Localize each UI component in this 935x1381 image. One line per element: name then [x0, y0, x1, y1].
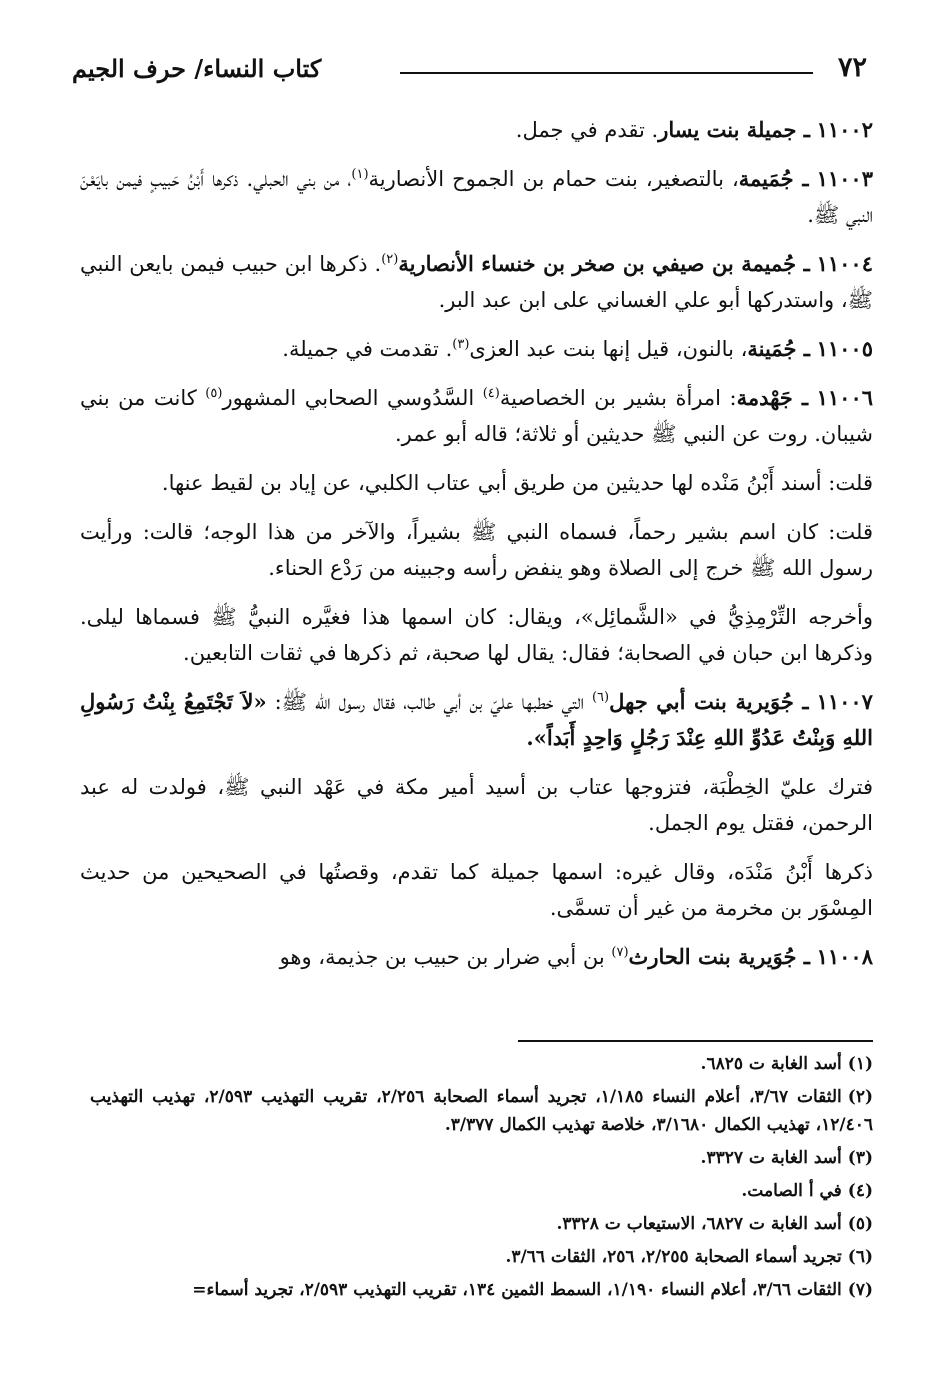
- hadith-quote: «لاَ تَجْتَمِعُ بِنْتُ رَسُولِ اللهِ وَبِنْتُ عَدُوِّ اللهِ عِنْدَ رَجُلٍ وَاحِدٍ أَبَداً».: [80, 689, 873, 750]
- footnote-text: الثقات ٣/٦٧، أعلام النساء ١/١٨٥، تجريد أسماء الصحابة ٢/٢٥٦، تقريب التهذيب ٢/٥٩٣، تهذيب التهذيب ١٢/٤٠٦، تهذيب الكمال ٣/١٦٨٠، خلاصة تهذيب الكمال ٣/٣٧٧.: [90, 1087, 873, 1135]
- running-title: كتاب النساء/ حرف الجيم: [72, 54, 322, 83]
- footnote-ref[interactable]: (٢): [381, 252, 399, 267]
- entry-11005: ١١٠٠٥ ـ جُمَينة، بالنون، قيل إنها بنت عبد العزى$^{(٣)}$. تقدمت في جميلة.: [282, 336, 873, 361]
- footnotes: [90, 1050, 873, 1309]
- footnote: [90, 1276, 873, 1304]
- footnote-number: (٣): [847, 1148, 873, 1168]
- footnote-text: أسد الغابة ت ٦٨٢٥.: [700, 1054, 842, 1074]
- entry-number: ١١٠٠٥: [816, 336, 873, 361]
- paragraph-fatarak: فترك عليّ الخِطْبَة، فتزوجها عتاب بن أسيد أمير مكة في عَهْد النبي ﷺ، فولدت له عبد الرحمن، فقتل يوم الجمل.: [80, 775, 873, 835]
- entry-number: ١١٠٠٧: [816, 689, 873, 714]
- footnote: [90, 1210, 873, 1238]
- entry-11006: ١١٠٠٦ ـ جَهْدمة: امرأة بشير بن الخصاصية$^{(٤)}$ السَّدُوسي الصحابي المشهور$^{(٥)}$ كانت من بني شيبان. روت عن النبي ﷺ حديثين أو ثلاثة؛ قاله أبو عمر.: [80, 385, 874, 446]
- entry-11004: ١١٠٠٤ ـ جُميمة بن صيفي بن صخر بن خنساء الأنصارية$^{(٢)}$. ذكرها ابن حبيب فيمن بايعن النبي ﷺ، واستدركها أبو علي الغساني على ابن عبد البر.: [80, 251, 873, 312]
- entry-number: ١١٠٠٤: [816, 251, 873, 276]
- footnote-text: في أ الصامت.: [741, 1181, 842, 1201]
- entry-text: : امرأة بشير بن الخصاصية: [499, 386, 737, 410]
- page-number: ٧٢: [837, 52, 867, 83]
- footnote-text: تجريد أسماء الصحابة ٢/٢٥٥، ٢٥٦، الثقات ٣/٦٦.: [505, 1247, 842, 1267]
- footnote-ref[interactable]: (٧): [611, 945, 629, 960]
- entry-name: جُمَيمة: [738, 166, 794, 191]
- entry-11007: ١١٠٠٧ ـ جُوَيرية بنت أبي جهل$^{(٦)}$ التي خطبها عليّ بن أبي طالب، فقال رسول الله ﷺ: «لاَ تَجْتَمِعُ بِنْتُ رَسُولِ اللهِ وَبِنْتُ عَدُوِّ اللهِ عِنْدَ رَجُلٍ وَاحِدٍ أَبَداً».: [80, 689, 873, 750]
- footnote-number: (٥): [847, 1214, 873, 1234]
- paragraph-qult-2: قلت: كان اسم بشير رحماً، فسماه النبي ﷺ بشيراً، والآخر من هذا الوجه؛ قالت: ورأيت رسول الله ﷺ خرج إلى الصلاة وهو ينفض رأسه وجبينه من رَدْع الحناء.: [80, 520, 873, 580]
- footnote-number: (٦): [847, 1247, 873, 1267]
- footnote-number: (٤): [847, 1181, 873, 1201]
- entry-text: . تقدمت في جميلة.: [282, 337, 453, 361]
- header-rule: [400, 72, 813, 74]
- footnote: [90, 1144, 873, 1172]
- entry-text: كانت من بني شيبان. روت عن النبي ﷺ حديثين أو ثلاثة؛ قاله أبو عمر.: [80, 386, 873, 446]
- footnote-separator: [518, 1040, 873, 1042]
- footnote-number: (٧): [847, 1280, 873, 1300]
- footnote-ref[interactable]: (٣): [452, 337, 470, 352]
- footnote-ref[interactable]: (٤): [482, 386, 500, 401]
- entry-text: السَّدُوسي الصحابي المشهور: [222, 386, 483, 410]
- footnote-ref[interactable]: (٥): [205, 386, 223, 401]
- page-body: [80, 112, 873, 988]
- footnote-text: أسد الغابة ت ٣٣٢٧.: [700, 1148, 842, 1168]
- entry-number: ١١٠٠٦: [816, 385, 874, 410]
- footnote: [90, 1177, 873, 1205]
- entry-text: . تقدم في جمل.: [515, 118, 659, 142]
- page-header: [70, 52, 873, 92]
- paragraph-dhakaraha: ذكرها أَبْنُ مَنْدَه، وقال غيره: اسمها جميلة كما تقدم، وقصتُها في الصحيحين من حديث المِسْوَر بن مخرمة من غير أن تسمَّى.: [80, 860, 873, 920]
- entry-11002: ١١٠٠٢ ـ جميلة بنت يسار. تقدم في جمل.: [515, 117, 873, 142]
- entry-number: ١١٠٠٣: [816, 166, 873, 191]
- entry-text: ، بالنون، قيل إنها بنت عبد العزى: [469, 337, 748, 361]
- footnote-ref[interactable]: (٦): [591, 690, 610, 705]
- entry-name: جميلة بنت يسار: [658, 117, 797, 142]
- entry-number: ١١٠٠٢: [816, 117, 873, 142]
- entry-text: . ذكرها ابن حبيب فيمن بايعن النبي ﷺ، واستدركها أبو علي الغساني على ابن عبد البر.: [80, 252, 873, 312]
- entry-11008: ١١٠٠٨ ـ جُوَيرية بنت الحارث$^{(٧)}$ بن أبي ضرار بن حبيب بن جذيمة، وهو: [279, 944, 873, 969]
- footnote-text: الثقات ٣/٦٦، أعلام النساء ١/١٩٠، السمط الثمين ١٣٤، تقريب التهذيب ٢/٥٩٣، تجريد أسماء=: [192, 1280, 842, 1300]
- entry-11003: ١١٠٠٣ ـ جُمَيمة، بالتصغير، بنت حمام بن الجموح الأنصارية$^{(١)}$، من بني الحبلي. ذكرها أَبْنُ حَبيبٍ فيمن بايَعْنَ النبي ﷺ.: [80, 166, 873, 227]
- entry-text: ، بالتصغير، بنت حمام بن الجموح الأنصارية: [368, 167, 739, 191]
- footnote: [90, 1050, 873, 1078]
- footnote: [90, 1083, 873, 1139]
- entry-text: بن أبي ضرار بن حبيب بن جذيمة، وهو: [279, 945, 612, 969]
- footnote-text: أسد الغابة ت ٦٨٢٧، الاستيعاب ت ٣٣٢٨.: [556, 1214, 842, 1234]
- footnote-ref[interactable]: (١): [351, 167, 369, 182]
- entry-name: جُوَيرية بنت أبي جهل: [609, 689, 794, 714]
- footnote-number: (٢): [847, 1087, 874, 1107]
- paragraph-tirmidhi: وأخرجه التِّرْمِذِيُّ في «الشَّمائِل»، ويقال: كان اسمها هذا فغيَّره النبيُّ ﷺ فسماها ليلى. وذكرها ابن حبان في الصحابة؛ فقال: يقال لها صحبة، ثم ذكرها في ثقات التابعين.: [80, 605, 873, 665]
- entry-text: التي خطبها عليّ بن أبي طالب، فقال رسول الله ﷺ:: [266, 690, 592, 714]
- entry-name: جُميمة بن صيفي بن صخر بن خنساء الأنصارية: [398, 251, 797, 276]
- paragraph-qult-1: قلت: أسند أَبْنُ مَنْده لها حديثين من طريق أبي عتاب الكلبي، عن إياد بن لقيط عنها.: [161, 471, 873, 495]
- entry-text: ، من بني الحبلي. ذكرها أَبْنُ حَبيبٍ فيمن بايَعْنَ النبي ﷺ.: [80, 167, 873, 227]
- entry-name: جَهْدمة: [736, 385, 793, 410]
- footnote-number: (١): [847, 1054, 873, 1074]
- footnote: [90, 1243, 873, 1271]
- entry-name: جُوَيرية بنت الحارث: [628, 944, 797, 969]
- entry-number: ١١٠٠٨: [816, 944, 873, 969]
- entry-name: جُمَينة: [747, 336, 797, 361]
